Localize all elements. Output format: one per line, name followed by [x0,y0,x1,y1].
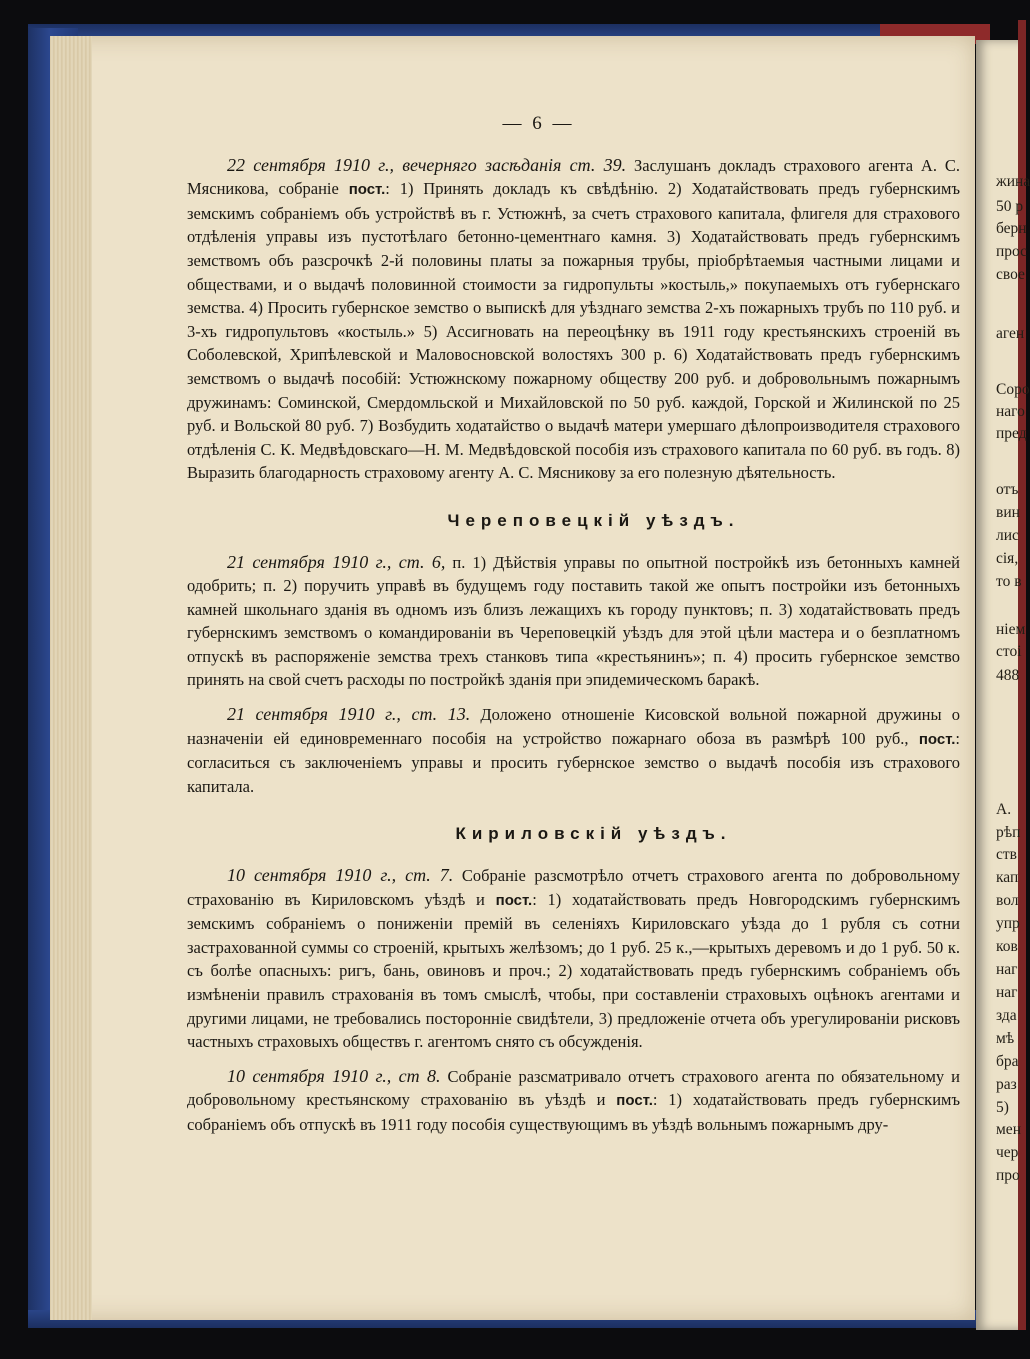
post-abbrev: пост. [918,730,956,748]
facing-page-fragment: жина [996,173,1030,190]
entry-date: 10 сентября 1910 г., ст. 7. [227,865,454,886]
facing-page-fragment: вол [996,892,1019,909]
paragraph-cherepovets-art13 [187,703,960,798]
facing-page-fragment: прос [996,243,1028,260]
facing-page-fragment: Соро [996,381,1030,398]
facing-page-fragment: свое [996,266,1025,283]
facing-page-fragment: чер [996,1144,1019,1161]
facing-page-fragment: наг [996,961,1018,978]
facing-page-fragment: про [996,1167,1020,1184]
facing-page-fragment: наг [996,984,1018,1001]
facing-page-fragment: бра [996,1053,1019,1070]
facing-page-fragment: вин [996,504,1020,521]
facing-page-fragment: лис [996,527,1019,544]
page-content [187,112,960,1148]
facing-page-fragment: 50 р [996,198,1024,215]
facing-page-fragment: 488 [996,667,1020,684]
paragraph-text: п. 1) Дѣйствія управы по опытной постройкѣ изъ бетонныхъ камней одобрить; п. 2) поручить управѣ въ будущемъ году поставить такой же опытъ постройки изъ бетонныхъ камней школьнаго зданія въ одномъ изъ близъ лежащихъ къ городу пунктовъ; п. 3) ходатайствовать предъ губернскимъ земствомъ о командированіи въ Череповецкій уѣздъ для этой цѣли мастера и о безплатномъ отпускѣ въ распоряженіе земства трехъ станковъ типа «крестьянинъ»; п. 4) просить губернское земство принять на свой счетъ расходы по постройкѣ зданія при эпидемическомъ баракѣ. [187,552,961,690]
facing-page-fragment: 5) [996,1099,1009,1116]
post-abbrev: пост. [348,181,386,199]
paragraph-text: : 1) ходатайствовать предъ Новгородскимъ губернскимъ земскимъ собраніемъ о пониженіи премій въ селеніяхъ Кириловскаго уѣзда до 1 рубля съ сотни застрахованной суммы со строеній, крытыхъ желѣзомъ; до 1 руб. 25 к.,—крытыхъ деревомъ и до 1 руб. 50 к. съ болѣе опасныхъ: ригъ, бань, овиновъ и проч.; 2) ходатайствовать предъ губернскимъ собраніемъ объ измѣненіи правилъ страхованія въ томъ смыслѣ, чтобы, при составленіи страховыхъ оцѣнокъ агентами и другими лицами, не требовались посторонніе свидѣтели, 3) предложеніе отчета объ урегулированіи рисковъ частныхъ страховыхъ обществъ г. агентомъ снято съ обсужденія. [187,889,960,1052]
section-heading-cherepovets: Череповецкій уѣздъ. [447,510,740,530]
facing-page-fragment: аген [996,325,1025,342]
paragraph-text: : 1) Принять докладъ къ свѣдѣнію. 2) Ходатайствовать предъ губернскимъ земскимъ собраніемъ объ устройствѣ въ г. Устюжнѣ, за счетъ страхового капитала, флигеля для страхового отдѣленія управы изъ пустотѣлаго бетонно-цементнаго камня. 3) Ходатайствовать предъ губернскимъ земствомъ объ разсрочкѣ 2-й половины платы за пожарныя трубы, пріобрѣтаемыя частными лицами и обществами, и о выдачѣ половинной стоимости за гидропульты »костыль,» покупаемыхъ отъ губернскаго земства. 4) Просить губернское земство о выпискѣ для уѣзднаго земства 2-хъ пожарныхъ трубъ по 110 руб. и 3-хъ гидропультовъ «костыль.» 5) Ассигновать на переоцѣнку въ 1911 году крестьянскихъ строеній въ Соболевской, Хрипѣлевской и Маловосновской волостяхъ 300 р. 6) Ходатайствовать предъ губернскимъ земствомъ о выдачѣ пособій: Устюжнскому пожарному обществу 200 руб. и добровольнымъ пожарнымъ дружинамъ: Соминской, Смердомльской и Михайловской по 50 руб. каждой, Горской и Жилинской по 25 руб. и Вольской 80 руб. 7) Возбудить ходатайство о выдачѣ матери умершаго дѣлопроизводителя страхового отдѣленія С. К. Медвѣдовскаго—Н. М. Медвѣдовской пособія изъ страхового капитала по 60 руб. въ годъ. 8) Выразить благодарность страховому агенту А. С. Мясникову за его полезную дѣятельность. [187,179,960,483]
facing-page-fragment: зда [996,1007,1017,1024]
page-number: — 6 — [502,113,575,134]
facing-page-fragment: сія, [996,550,1019,567]
facing-page-fragment: ств [996,846,1017,863]
facing-page-fragment: берн [996,220,1027,237]
facing-page-fragment: стоі [996,643,1022,660]
paragraph-ustyuzhna-decision [187,154,960,485]
entry-date: 21 сентября 1910 г., ст. 13. [227,704,471,725]
paragraph-text: : 1) ходатайствовать предъ губернскимъ собраніемъ объ отпускѣ въ 1911 году пособія существующимъ въ уѣздѣ вольнымъ пожарнымъ дру- [187,1090,960,1134]
facing-page-fragment: отъ [996,481,1019,498]
paragraph-kirillov-art7 [187,864,960,1054]
post-abbrev: пост. [616,1092,653,1110]
entry-date: 22 сентября 1910 г., вечерняго засѣданія ст. 39. [227,154,627,175]
section-heading-kirillov: Кириловскій уѣздъ. [455,824,732,844]
facing-page-fragment: мѣ [996,1030,1015,1047]
facing-page-fragment: ков [996,938,1018,955]
facing-page-fragment: то в [996,573,1022,590]
facing-page-fragment: пред [996,425,1027,442]
facing-page-fragment: мен [996,1121,1021,1138]
paragraph-cherepovets-art6 [187,551,960,693]
entry-date: 21 сентября 1910 г., ст. 6, [227,551,446,572]
facing-page-fragment: кап [996,869,1019,886]
facing-page-fragment: наго [996,403,1025,420]
paragraph-text: Собраніе разсмотрѣло отчетъ страхового агента по добровольному страхованію въ Кириловскомъ уѣздѣ и [187,866,960,909]
post-abbrev: пост. [495,891,533,909]
paragraph-kirillov-art8 [187,1065,960,1137]
page-stack-edges [50,36,92,1320]
paragraph-text: : согласиться съ заключеніемъ управы и просить губернское земство о выдачѣ пособія изъ страхового капитала. [187,728,960,796]
facing-page-fragment: рѣп [996,824,1021,841]
facing-page-fragment: раз [996,1076,1017,1093]
facing-page-fragment: ніем [996,621,1026,638]
facing-page-fragment: упр [996,915,1020,932]
entry-date: 10 сентября 1910 г., ст 8. [227,1065,441,1086]
facing-page-fragment: А. [996,801,1012,818]
paragraph-text: Собраніе разсматривало отчетъ страхового агента по обязательному и добровольному крестьянскому страхованію въ уѣздѣ и [187,1066,960,1110]
paragraph-text: Заслушанъ докладъ страхового агента А. С. Мясникова, собраніе [187,155,960,199]
paragraph-text: Доложено отношеніе Кисовской вольной пожарной дружины о назначеніи ей единовременнаго пособія на устройство пожарнаго обоза въ размѣрѣ 100 руб., [187,705,960,748]
